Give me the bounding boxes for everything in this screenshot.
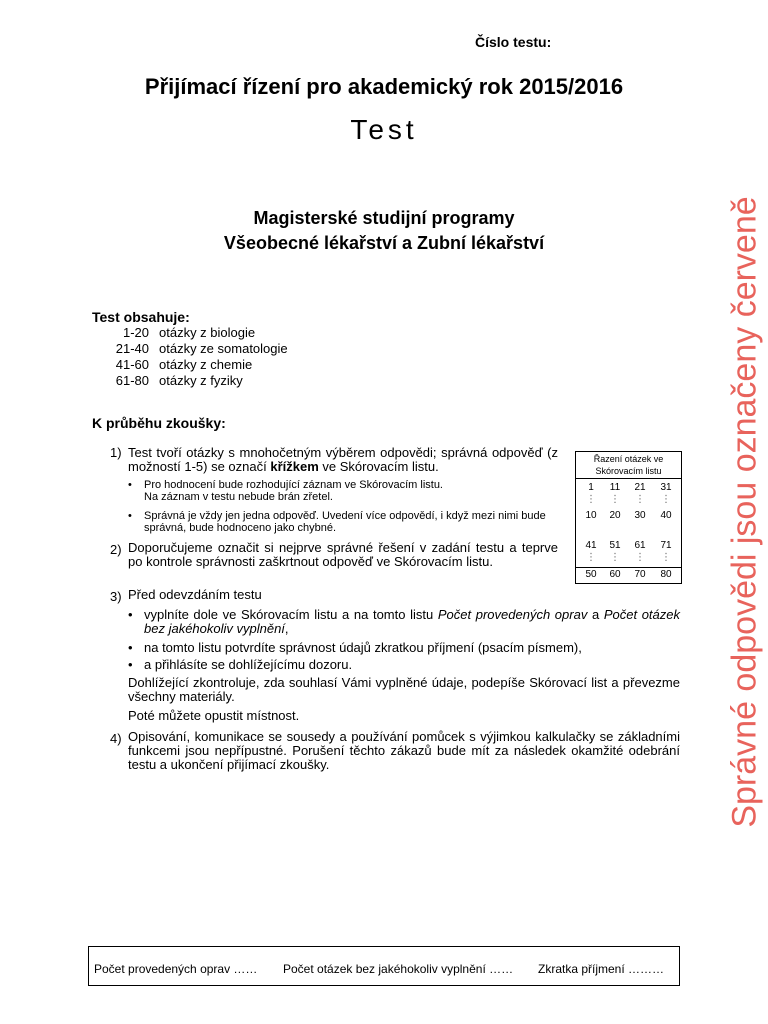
order-dots: ⋮ (635, 552, 645, 563)
bullet-italic: Počet provedených oprav (437, 607, 588, 622)
bullet-text (144, 608, 680, 636)
contents-row (92, 325, 255, 340)
order-dots: ⋮ (586, 494, 596, 505)
order-cell: 21 (634, 482, 646, 493)
instruction-text (128, 446, 558, 474)
bullet-item (128, 479, 558, 503)
bullet-line: Pro hodnocení bude rozhodující záznam ve Skórovacím listu. (144, 479, 443, 491)
test-heading: Test (350, 114, 418, 145)
order-cell: 40 (660, 510, 672, 521)
order-dots: ⋮ (635, 494, 645, 505)
order-cell: 61 (634, 540, 646, 551)
contents-topic: otázky z chemie (159, 357, 253, 372)
contents-range: 61-80 (115, 373, 149, 388)
order-cell: 71 (660, 540, 672, 551)
order-cell: 80 (660, 569, 672, 580)
instruction-followup: Poté můžete opustit místnost. (128, 708, 300, 723)
contents-topic: otázky z fyziky (159, 373, 243, 388)
order-dots: ⋮ (610, 552, 620, 563)
order-dots: ⋮ (610, 494, 620, 505)
order-dots: ⋮ (586, 552, 596, 563)
program-subtitle: Všeobecné lékařství a Zubní lékařství (223, 233, 545, 253)
order-cell: 11 (609, 482, 621, 493)
order-box-header-line: Řazení otázek ve (593, 454, 664, 464)
instruction-text-part: Test tvoří otázky s mnohočetným výběrem odpovědi; správná odpověď (z možností 1-5) se označí (128, 445, 558, 474)
bullet-text: na tomto listu potvrdíte správnost údajů zkratkou příjmení (psacím písmem), (144, 640, 582, 655)
contents-topic: otázky z biologie (159, 325, 256, 340)
bullet-text-part: a (587, 607, 604, 622)
bullet-text (144, 479, 443, 503)
bullet-text: a přihlásíte se dohlížejícímu dozoru. (144, 657, 353, 672)
bullet-dot: • (128, 479, 132, 491)
instruction-4 (110, 730, 682, 780)
contents-row (92, 357, 252, 372)
order-cell: 60 (609, 569, 621, 580)
order-cell: 20 (609, 510, 621, 521)
bullet-dot: • (128, 607, 133, 622)
instruction-number: 2) (110, 542, 122, 557)
order-cell: 51 (609, 540, 621, 551)
bullet-dot: • (128, 657, 133, 672)
program-title: Magisterské studijní programy (253, 208, 515, 228)
order-cell: 41 (585, 540, 597, 551)
bullet-line: Na záznam v testu nebude brán zřetel. (144, 491, 333, 503)
instruction-followup: Dohlížející zkontroluje, zda souhlasí Vámi vyplněné údaje, podepíše Skórovací list a převezme všechny materiály. (128, 675, 680, 704)
instruction-1 (110, 446, 560, 546)
bullet-item (128, 510, 558, 534)
instruction-text-part: ve Skórovacím listu. (318, 459, 439, 474)
unanswered-count-field[interactable]: Počet otázek bez jakéhokoliv vyplnění …… (283, 962, 514, 976)
order-cell: 31 (660, 482, 672, 493)
instruction-3 (110, 588, 682, 728)
footer-box (88, 946, 680, 986)
correct-answers-note: Správné odpovědi jsou označeny červeně (725, 196, 764, 828)
order-box-header (576, 452, 681, 479)
bullet-item (128, 608, 680, 636)
page-title: Přijímací řízení pro akademický rok 2015/2016 (144, 74, 624, 99)
bullet-text-part: vyplníte dole ve Skórovacím listu a na tomto listu (144, 607, 438, 622)
question-order-box (575, 451, 682, 584)
instruction-2 (110, 541, 560, 586)
contents-range: 1-20 (122, 325, 149, 340)
corrections-count-field[interactable]: Počet provedených oprav …… (94, 962, 258, 976)
order-cell: 10 (585, 510, 597, 521)
contents-topic: otázky ze somatologie (159, 341, 288, 356)
order-cell: 50 (585, 569, 597, 580)
instruction-number: 3) (110, 589, 122, 604)
order-cell: 1 (588, 482, 594, 493)
order-box-header-line: Skórovacím listu (595, 466, 662, 476)
bullet-dot: • (128, 510, 132, 522)
order-dots: ⋮ (661, 494, 671, 505)
progress-heading: K průběhu zkoušky: (92, 415, 226, 431)
instruction-text: Opisování, komunikace se sousedy a používání pomůcek s výjimkou kalkulačky se základními funkcemi jsou nepřípustné. Porušení těchto zákazů bude mít za následek okamžité odebrání testu a ukončení přijímací zkoušky. (128, 729, 680, 772)
contents-range: 21-40 (115, 341, 149, 356)
contents-heading: Test obsahuje: (92, 309, 190, 325)
surname-initials-field[interactable]: Zkratka příjmení ……… (538, 962, 665, 976)
contents-range: 41-60 (115, 357, 149, 372)
instruction-bold: křížkem (270, 459, 319, 474)
bullet-text: Správná je vždy jen jedna odpověď. Uvedení více odpovědí, i když mezi nimi bude správná, bude hodnoceno jako chybné. (144, 510, 546, 534)
bullet-item (128, 658, 680, 672)
order-dots: ⋮ (661, 552, 671, 563)
order-cell: 70 (634, 569, 646, 580)
contents-row (92, 373, 243, 388)
order-cell: 30 (634, 510, 646, 521)
bullet-item (128, 641, 680, 655)
bullet-dot: • (128, 640, 133, 655)
test-number-label: Číslo testu: (475, 34, 552, 50)
order-box-divider (576, 567, 681, 568)
instruction-text: Před odevzdáním testu (128, 587, 262, 602)
instruction-number: 1) (110, 445, 122, 460)
bullet-text-part: , (284, 621, 289, 636)
bullet-italic: Počet otázek bez jakéhokoliv vyplnění (144, 607, 681, 636)
instruction-number: 4) (110, 731, 122, 746)
instruction-text: Doporučujeme označit si nejprve správné řešení v zadání testu a teprve po kontrole správnosti zaškrtnout odpověď ve Skórovacím listu. (128, 540, 558, 569)
contents-row (92, 341, 288, 356)
